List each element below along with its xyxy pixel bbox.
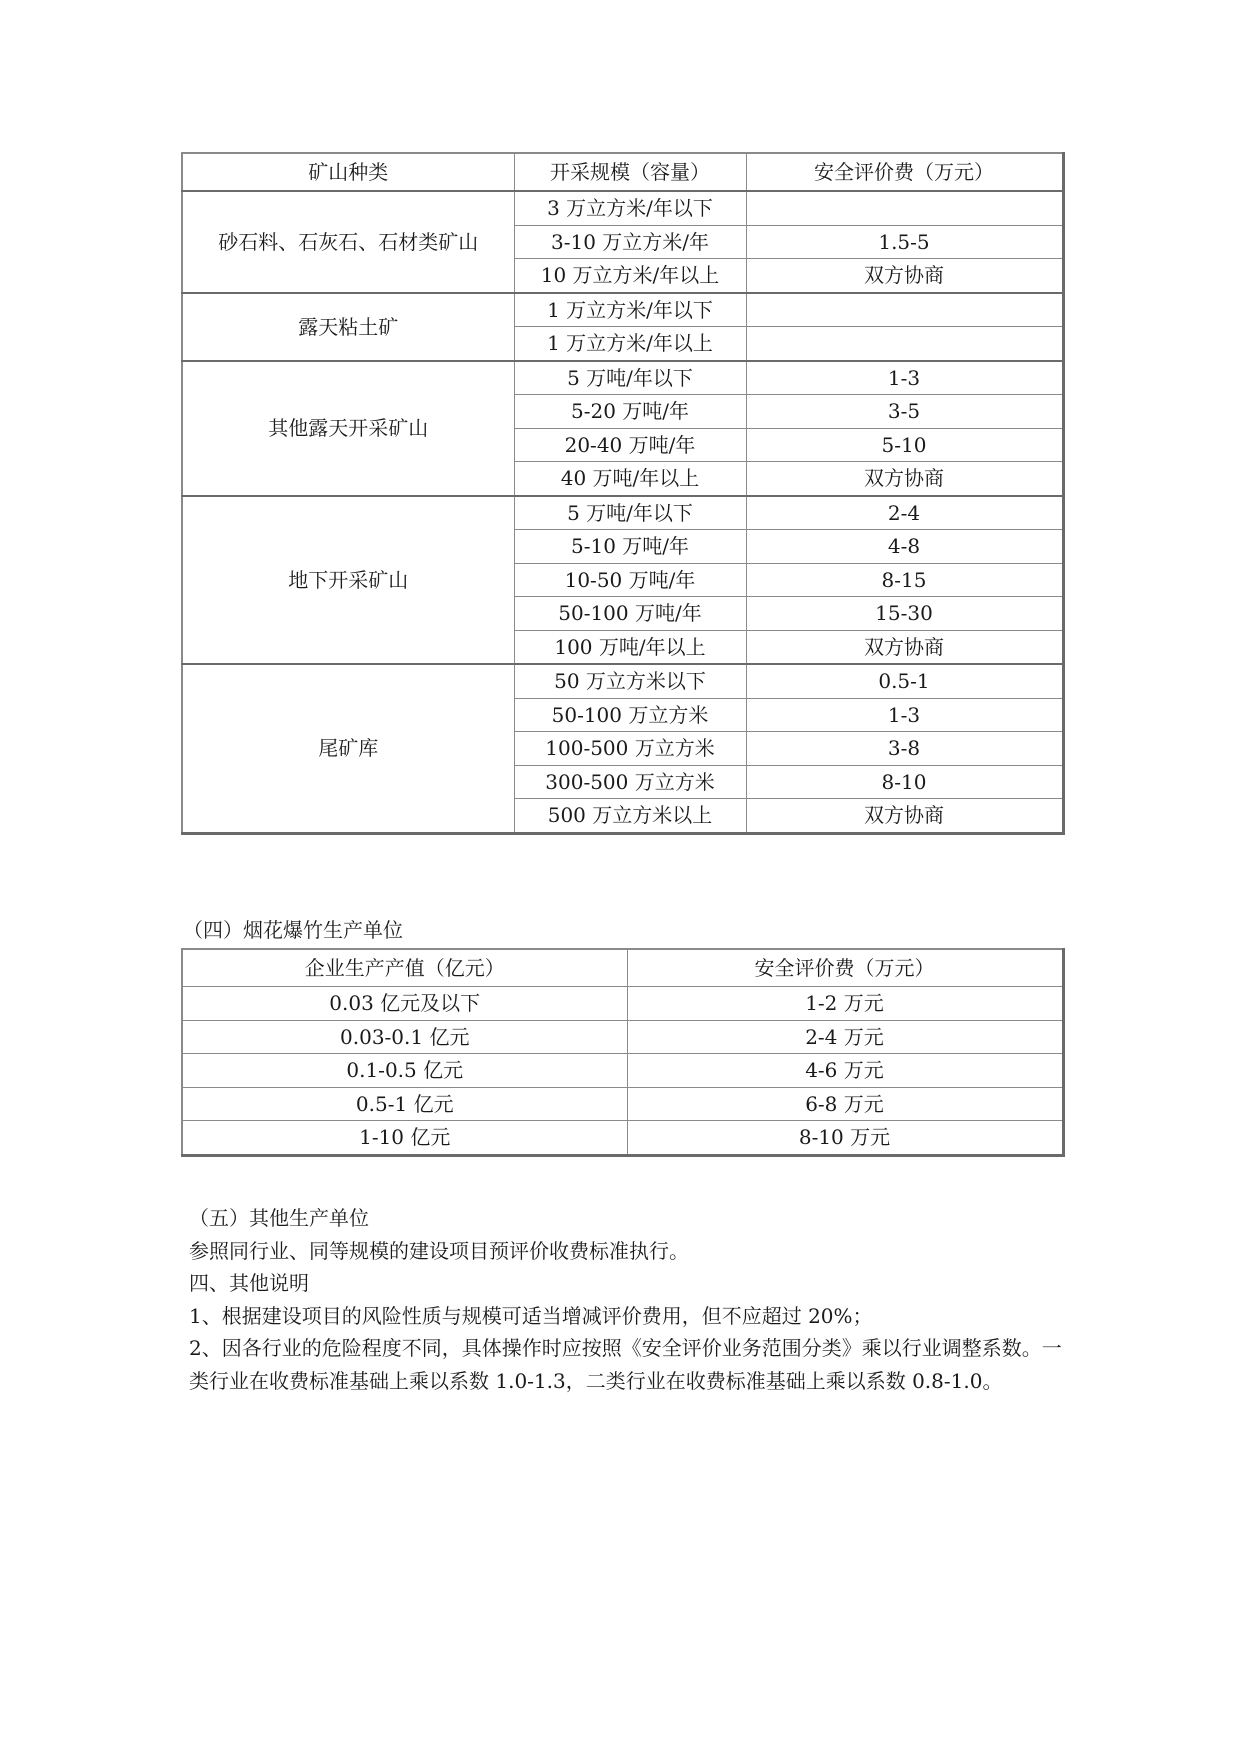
fee-cell: 15-30: [746, 597, 1063, 631]
notes-block: [189, 1202, 1069, 1397]
scale-cell: 5-20 万吨/年: [514, 395, 746, 429]
scale-cell: 5 万吨/年以下: [514, 496, 746, 530]
section5-text: 参照同行业、同等规模的建设项目预评价收费标准执行。: [189, 1238, 689, 1263]
value-cell: 0.03 亿元及以下: [182, 987, 627, 1021]
scale-cell: 5 万吨/年以下: [514, 361, 746, 395]
value-cell: 1-10 亿元: [182, 1121, 627, 1156]
fee-cell: 1.5-5: [746, 225, 1063, 259]
mine-category: 砂石料、石灰石、石材类矿山: [182, 191, 514, 293]
fee-cell: 8-10 万元: [627, 1121, 1063, 1156]
table-row: [182, 664, 1063, 698]
fee-cell: 1-3: [746, 698, 1063, 732]
fee-cell: 3-8: [746, 732, 1063, 766]
scale-cell: 50-100 万吨/年: [514, 597, 746, 631]
table-row: [182, 1054, 1063, 1088]
fee-cell: 双方协商: [746, 630, 1063, 664]
table-header-row: [182, 949, 1063, 987]
fee-cell: 8-15: [746, 563, 1063, 597]
table-row: [182, 191, 1063, 225]
fee-cell: 2-4 万元: [627, 1020, 1063, 1054]
scale-cell: 100 万吨/年以上: [514, 630, 746, 664]
fee-cell: 4-8: [746, 530, 1063, 564]
scale-cell: 1 万立方米/年以下: [514, 293, 746, 327]
fee-cell: 双方协商: [746, 462, 1063, 496]
table-row: [182, 1087, 1063, 1121]
fee-cell: [746, 327, 1063, 361]
scale-cell: 100-500 万立方米: [514, 732, 746, 766]
fee-cell: 1-3: [746, 361, 1063, 395]
mine-category: 露天粘土矿: [182, 293, 514, 361]
header-fee: 安全评价费（万元）: [746, 153, 1063, 191]
scale-cell: 3 万立方米/年以下: [514, 191, 746, 225]
other-note-item-1: 1、根据建设项目的风险性质与规模可适当增减评价费用，但不应超过 20%；: [189, 1303, 873, 1328]
mine-category: 地下开采矿山: [182, 496, 514, 665]
fireworks-caption: （四）烟花爆竹生产单位: [183, 918, 403, 942]
fee-cell: 双方协商: [746, 259, 1063, 293]
fee-cell: 6-8 万元: [627, 1087, 1063, 1121]
header-fee: 安全评价费（万元）: [627, 949, 1063, 987]
scale-cell: 10-50 万吨/年: [514, 563, 746, 597]
scale-cell: 500 万立方米以上: [514, 799, 746, 834]
table-row: [182, 496, 1063, 530]
fee-cell: [746, 191, 1063, 225]
mine-category: 其他露天开采矿山: [182, 361, 514, 496]
scale-cell: 10 万立方米/年以上: [514, 259, 746, 293]
scale-cell: 300-500 万立方米: [514, 765, 746, 799]
other-notes-title: 四、其他说明: [189, 1271, 309, 1295]
value-cell: 0.5-1 亿元: [182, 1087, 627, 1121]
fee-cell: 4-6 万元: [627, 1054, 1063, 1088]
scale-cell: 50 万立方米以下: [514, 664, 746, 698]
scale-cell: 20-40 万吨/年: [514, 428, 746, 462]
header-scale: 开采规模（容量）: [514, 153, 746, 191]
table-row: [182, 1121, 1063, 1156]
other-note-item-2: 2、因各行业的危险程度不同，具体操作时应按照《安全评价业务范围分类》乘以行业调整系数。一类行业在收费标准基础上乘以系数 1.0-1.3，二类行业在收费标准基础上乘以系数 0.8-1.0。: [189, 1336, 1062, 1393]
value-cell: 0.03-0.1 亿元: [182, 1020, 627, 1054]
mine-category: 尾矿库: [182, 664, 514, 833]
fee-cell: 0.5-1: [746, 664, 1063, 698]
table-row: [182, 293, 1063, 327]
table-row: [182, 361, 1063, 395]
scale-cell: 50-100 万立方米: [514, 698, 746, 732]
fee-cell: 2-4: [746, 496, 1063, 530]
fee-cell: 1-2 万元: [627, 987, 1063, 1021]
scale-cell: 1 万立方米/年以上: [514, 327, 746, 361]
scale-cell: 3-10 万立方米/年: [514, 225, 746, 259]
table-header-row: [182, 153, 1063, 191]
table-row: [182, 987, 1063, 1021]
table-row: [182, 1020, 1063, 1054]
section5-title: （五）其他生产单位: [189, 1206, 369, 1230]
header-output-value: 企业生产产值（亿元）: [182, 949, 627, 987]
fee-cell: 8-10: [746, 765, 1063, 799]
scale-cell: 5-10 万吨/年: [514, 530, 746, 564]
scale-cell: 40 万吨/年以上: [514, 462, 746, 496]
fee-cell: 双方协商: [746, 799, 1063, 834]
mine-fee-table: [181, 152, 1065, 835]
value-cell: 0.1-0.5 亿元: [182, 1054, 627, 1088]
fee-cell: [746, 293, 1063, 327]
fee-cell: 3-5: [746, 395, 1063, 429]
fireworks-fee-table: [181, 948, 1065, 1157]
fee-cell: 5-10: [746, 428, 1063, 462]
header-mine-type: 矿山种类: [182, 153, 514, 191]
